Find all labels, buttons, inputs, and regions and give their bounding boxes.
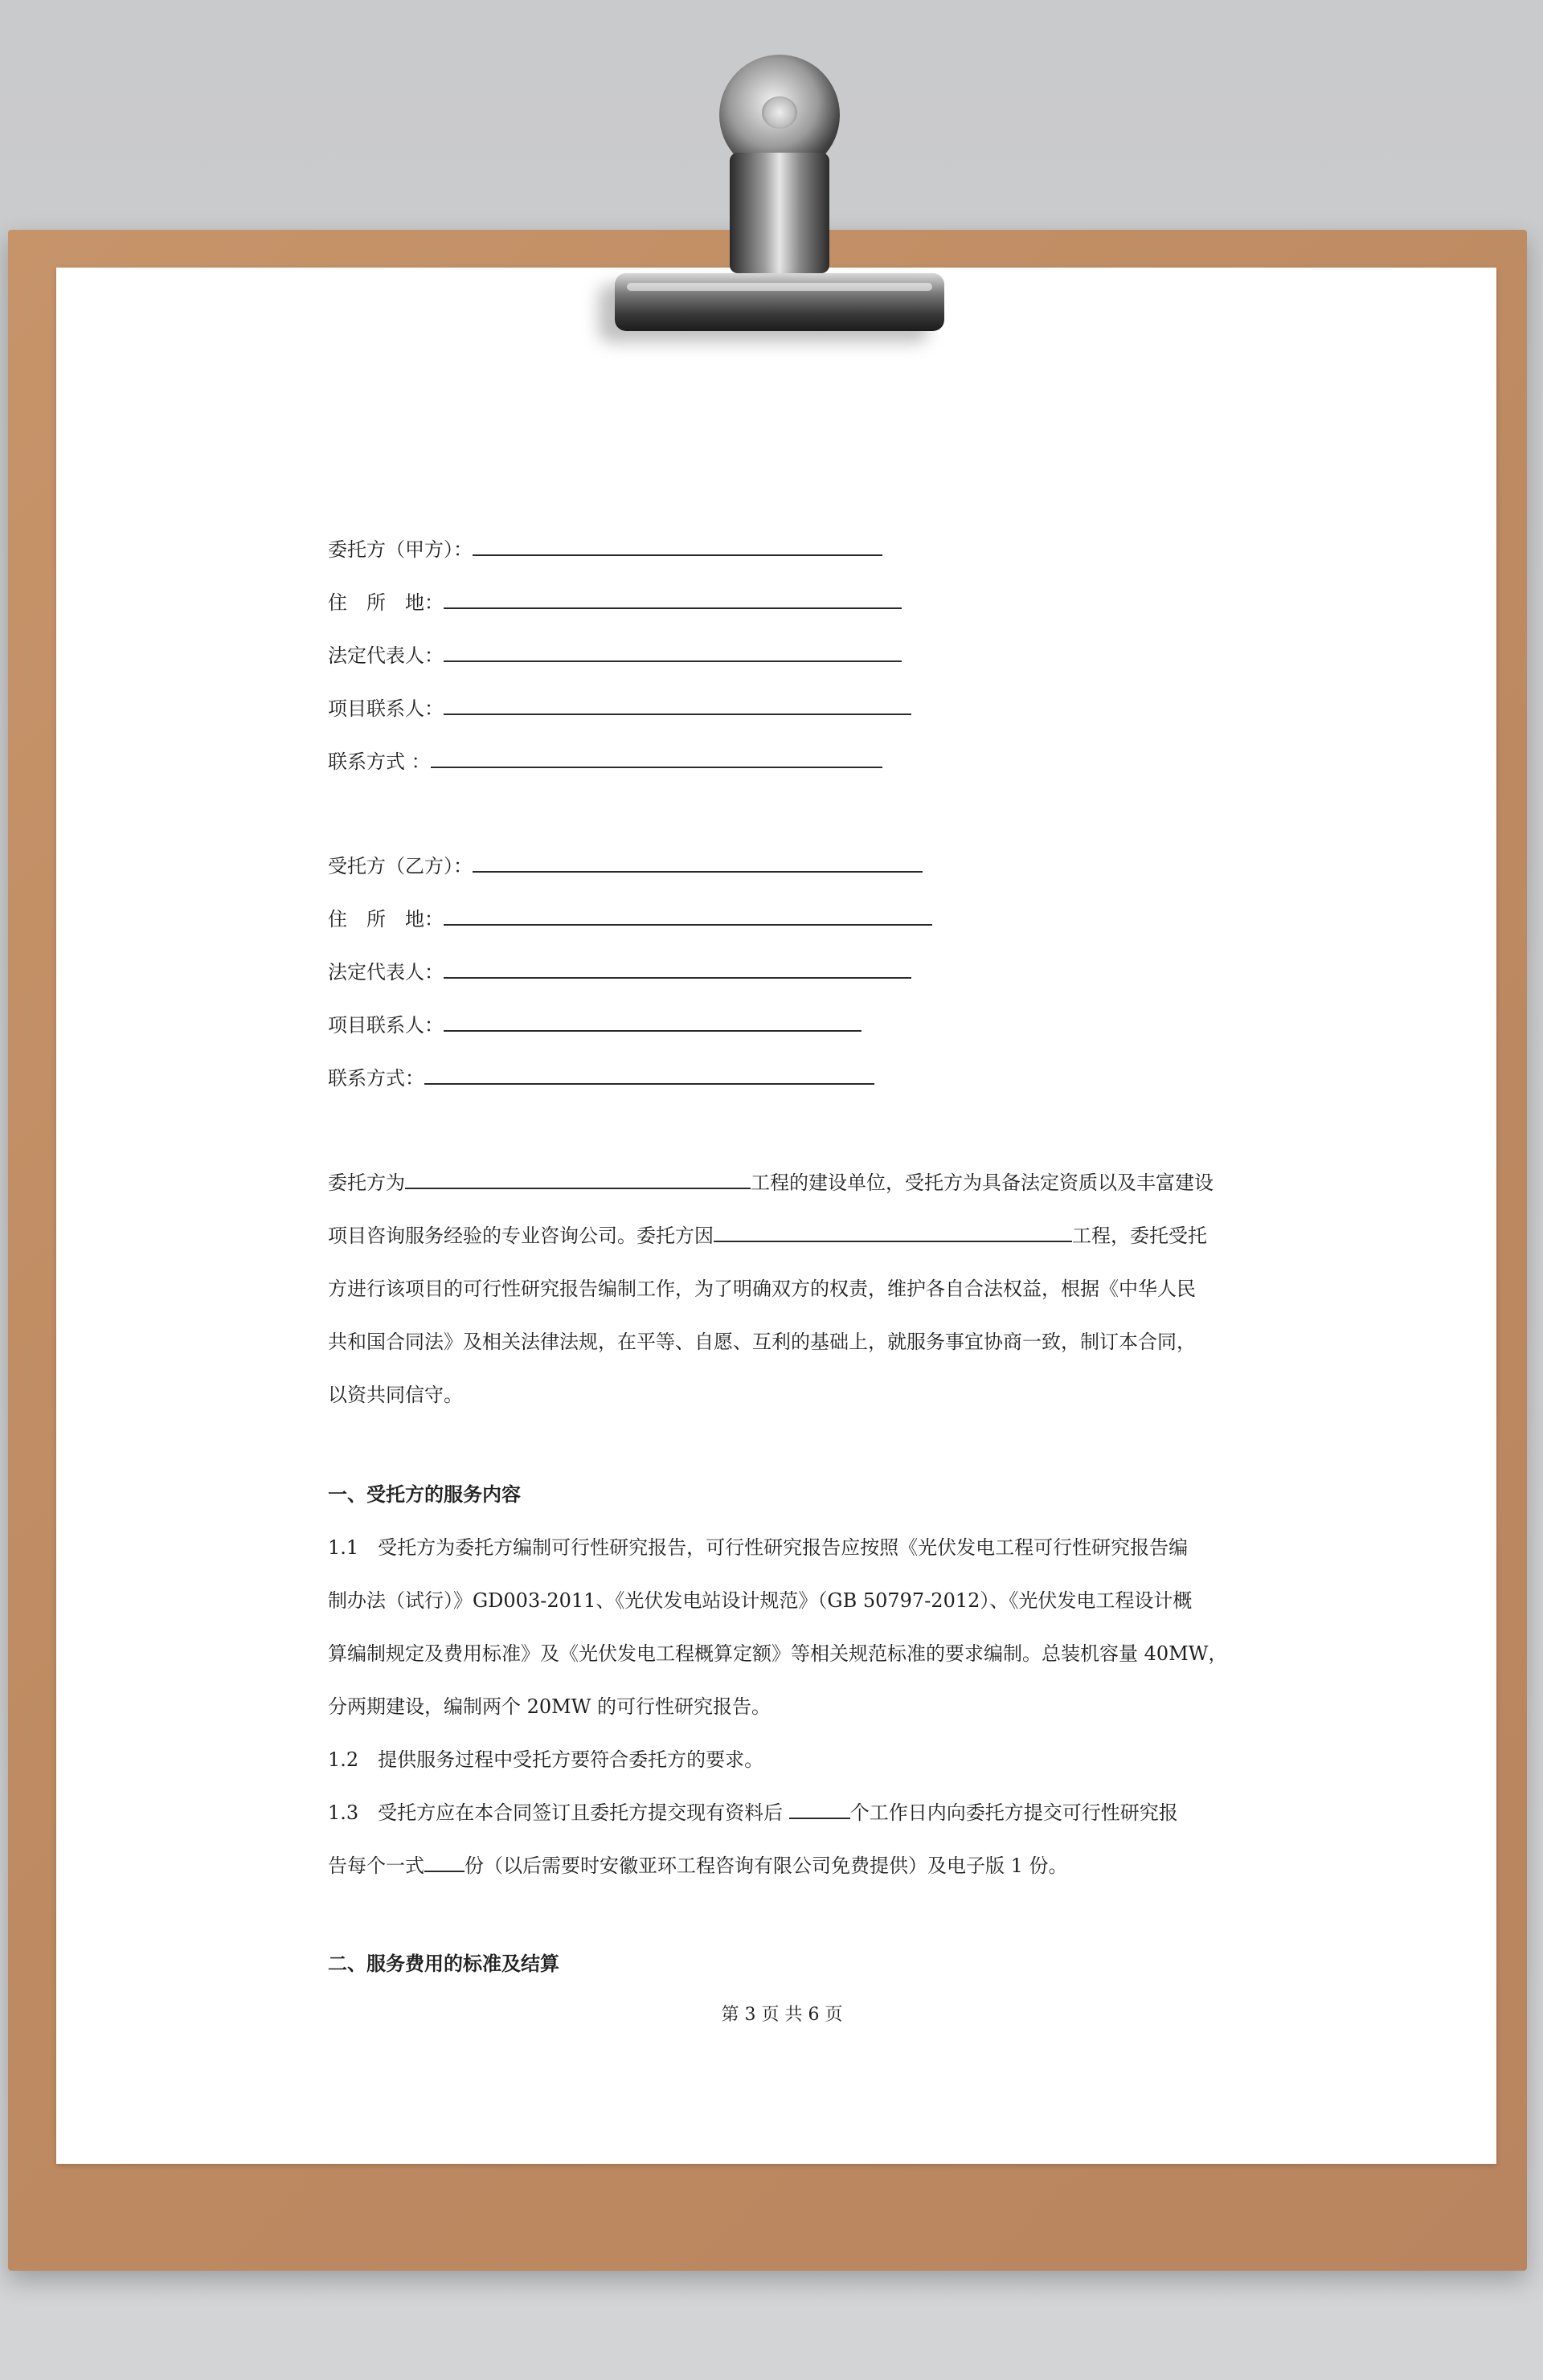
party-a-legal-rep-blank[interactable] (444, 641, 902, 662)
party-b-title-label: 受托方（乙方）： (328, 855, 473, 877)
party-b-address-blank[interactable] (444, 905, 932, 926)
intro-text: 项目咨询服务经验的专业咨询公司。委托方因 (328, 1225, 714, 1247)
party-b-name-blank[interactable] (473, 852, 923, 873)
party-b-address-row (328, 903, 932, 931)
party-b-contact-label: 联系方式： (328, 1067, 424, 1090)
clause-1-1-line-1: 1.1 受托方为委托方编制可行性研究报告，可行性研究报告应按照《光伏发电工程可行性研究报告编 (328, 1536, 1189, 1559)
intro-line-1 (328, 1167, 1214, 1195)
project-name-blank[interactable] (405, 1168, 751, 1189)
party-a-legal-rep-label: 法定代表人： (328, 644, 444, 667)
working-days-blank[interactable] (789, 1798, 850, 1819)
intro-text: 工程的建设单位，受托方为具备法定资质以及丰富建设 (751, 1172, 1214, 1194)
clip-bar (615, 273, 944, 331)
intro-line-2 (328, 1220, 1207, 1248)
clip-bar-shine (627, 283, 932, 291)
intro-line-5: 以资共同信守。 (328, 1384, 463, 1406)
section-2-heading: 二、服务费用的标准及结算 (328, 1952, 559, 1975)
clip-ring-hole (762, 96, 797, 129)
page-number: 第 3 页 共 6 页 (721, 2005, 843, 2025)
clip-neck (730, 153, 829, 273)
party-b-contact-person-label: 项目联系人： (328, 1014, 444, 1037)
clause-1-1-line-2: 制办法（试行）》GD003-2011、《光伏发电站设计规范》（GB 50797-2012）、《光伏发电工程设计概 (328, 1589, 1193, 1612)
party-b-contact-person-row (328, 1009, 862, 1037)
party-a-address-blank[interactable] (444, 588, 902, 609)
party-b-address-label: 住 所 地： (328, 908, 444, 930)
party-b-legal-rep-blank[interactable] (444, 958, 911, 979)
clause-text: 份（以后需要时安徽亚环工程咨询有限公司免费提供）及电子版 1 份。 (465, 1855, 1068, 1877)
party-b-contact-row (328, 1062, 874, 1090)
party-a-contact-label: 联系方式 ： (328, 750, 431, 773)
party-b-contact-blank[interactable] (424, 1064, 874, 1085)
intro-text: 工程，委托受托 (1072, 1225, 1207, 1247)
section-1-heading: 一、受托方的服务内容 (328, 1482, 521, 1506)
clause-text: 1.3 受托方应在本合同签订且委托方提交现有资料后 (328, 1801, 789, 1824)
project-reason-blank[interactable] (714, 1221, 1072, 1242)
clause-1-3-line-1 (328, 1797, 1178, 1825)
clause-1-2: 1.2 提供服务过程中受托方要符合委托方的要求。 (328, 1748, 764, 1771)
copies-blank[interactable] (424, 1851, 465, 1872)
party-b-legal-rep-row (328, 956, 911, 984)
party-a-name-blank[interactable] (473, 535, 882, 556)
party-b-title-row (328, 850, 923, 878)
party-a-contact-person-label: 项目联系人： (328, 697, 444, 720)
party-a-contact-person-row (328, 693, 911, 721)
clause-text: 告每个一式 (328, 1855, 424, 1877)
clause-1-3-line-2 (328, 1850, 1068, 1878)
clause-1-1-line-4: 分两期建设，编制两个 20MW 的可行性研究报告。 (328, 1695, 772, 1718)
party-a-contact-row (328, 746, 882, 774)
party-a-address-row (328, 587, 902, 615)
intro-line-3: 方进行该项目的可行性研究报告编制工作，为了明确双方的权责，维护各自合法权益，根据《中华人民 (328, 1278, 1196, 1300)
party-a-contact-blank[interactable] (431, 747, 882, 768)
binder-clip (579, 48, 948, 354)
party-a-title-label: 委托方（甲方）： (328, 538, 473, 561)
party-b-contact-person-blank[interactable] (444, 1011, 862, 1032)
party-a-title-row (328, 534, 882, 562)
party-a-contact-person-blank[interactable] (444, 694, 911, 715)
clause-1-1-line-3: 算编制规定及费用标准》及《光伏发电工程概算定额》等相关规范标准的要求编制。总装机容量 40MW， (328, 1642, 1228, 1665)
party-b-legal-rep-label: 法定代表人： (328, 961, 444, 983)
party-a-address-label: 住 所 地： (328, 591, 444, 614)
intro-text: 委托方为 (328, 1172, 405, 1194)
party-a-legal-rep-row (328, 640, 902, 668)
clause-text: 个工作日内向委托方提交可行性研究报 (849, 1801, 1178, 1824)
intro-line-4: 共和国合同法》及相关法律法规，在平等、自愿、互利的基础上，就服务事宜协商一致，制订本合同， (328, 1331, 1196, 1353)
